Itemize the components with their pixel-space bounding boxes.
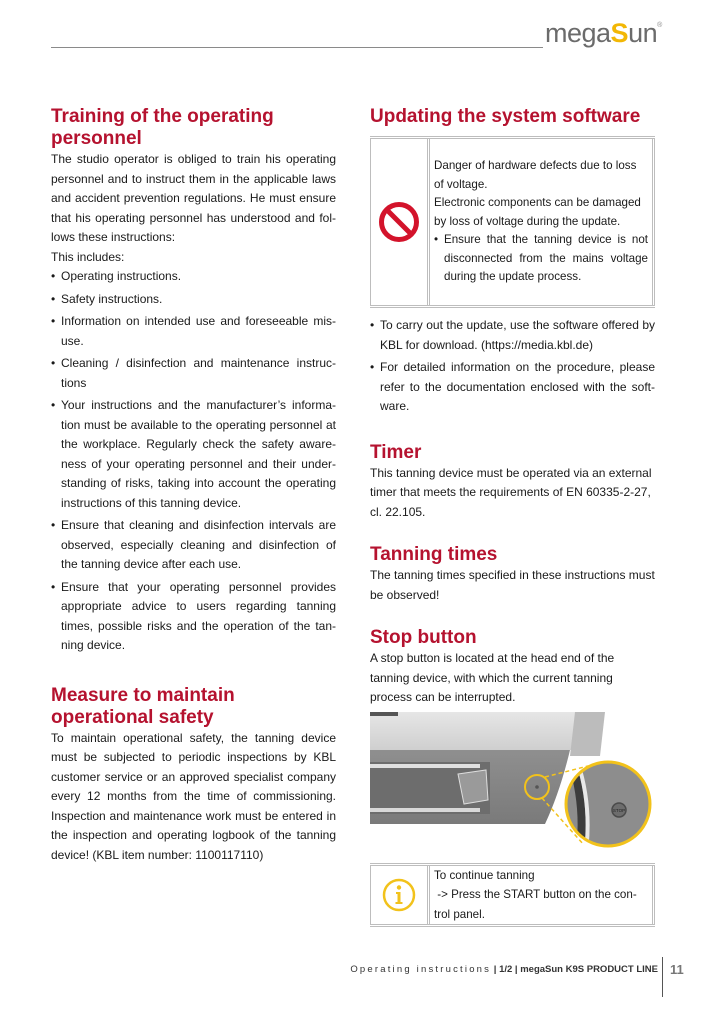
info-icon xyxy=(382,878,416,912)
megasun-logo xyxy=(545,18,662,49)
left-column xyxy=(51,106,336,865)
safety-heading: Measure to maintain operational safety xyxy=(51,684,235,728)
footer-separator: | xyxy=(491,964,500,975)
info-box xyxy=(370,863,655,928)
update-list xyxy=(370,316,655,417)
info-line-2: -> Press the START button on the con-trol panel. xyxy=(434,888,637,921)
warning-line-1: Danger of hardware defects due to loss of voltage. xyxy=(434,159,637,191)
info-icon-cell xyxy=(370,866,430,925)
training-list xyxy=(51,267,336,656)
list-item: • Your instructions and the manufacturer’s informa-tion must be available to the operating personnel at the workplace. Regularly check the safety aware-ness of your operating personnel and their under-standing of risks, taking into account the operating instructions of this tanning device. xyxy=(51,396,336,513)
right-column xyxy=(370,106,655,927)
safety-body: To maintain operational safety, the tanning device must be subjected to periodic inspections by KBL customer service or an approved specialist company every 12 months from the time of commissioning. Inspection and maintenance work must be entered in the inspection and operating logbook of the tanning device! (KBL item number: 1100117110) xyxy=(51,730,336,862)
list-item: • Cleaning / disinfection and maintenance instruc-tions xyxy=(51,354,336,393)
list-item: • Operating instructions. xyxy=(51,267,336,287)
warning-bullet: • Ensure that the tanning device is not disconnected from the mains voltage during the update process. xyxy=(434,231,648,287)
info-text xyxy=(430,866,655,925)
registered-mark: ® xyxy=(657,22,662,29)
footer-separator: | xyxy=(512,964,521,975)
timer-body: This tanning device must be operated via an external timer that meets the requirements of EN 60335-2-27, cl. 22.105. xyxy=(370,465,652,519)
training-intro: The studio operator is obliged to train his operating personnel and to instruct them in the applicable laws and accident prevention regulations. He must ensure that his operating personnel has understood and fol-lows these instructions: xyxy=(51,152,336,244)
warning-box xyxy=(370,136,655,308)
list-item: • Information on intended use and foreseeable mis-use. xyxy=(51,312,336,351)
stop-button-body: A stop button is located at the head end of the tanning device, with which the current tanning process can be interrupted. xyxy=(370,651,615,704)
training-heading: Training of the operating personnel xyxy=(51,106,274,149)
list-item: • For detailed information on the procedure, please refer to the documentation enclosed with the soft-ware. xyxy=(370,358,655,417)
footer-rule xyxy=(662,957,663,997)
training-section xyxy=(51,106,336,656)
logo-text-suffix: un xyxy=(628,18,658,48)
tanning-times-body: The tanning times specified in these instructions must be observed! xyxy=(370,568,655,602)
list-item: • Ensure that cleaning and disinfection intervals are observed, especially cleaning and disinfection of the tanning device after each use. xyxy=(51,516,336,575)
warning-icon-cell xyxy=(370,139,430,305)
prohibition-icon xyxy=(378,201,420,243)
header-rule xyxy=(51,47,543,48)
stop-button-heading: Stop button xyxy=(370,627,477,648)
list-item: • Safety instructions. xyxy=(51,290,336,310)
update-heading: Updating the system software xyxy=(370,106,641,127)
list-item: • To carry out the update, use the software offered by KBL for download. (https://media.kbl.de) xyxy=(370,316,655,355)
footer-doc-title: Operating instructions xyxy=(350,964,492,975)
footer-product-line: megaSun K9S PRODUCT LINE xyxy=(520,964,658,975)
timer-section xyxy=(370,442,655,523)
logo-text-prefix: mega xyxy=(545,18,611,48)
warning-line-2: Electronic components can be damaged by loss of voltage during the update. xyxy=(434,196,641,228)
page-number: 11 xyxy=(670,962,684,977)
footer xyxy=(350,964,658,975)
safety-section xyxy=(51,685,336,866)
list-item: • Ensure that your operating personnel provides appropriate advice to users regarding tanning times, possible risks and the operation of the tan-ning device. xyxy=(51,578,336,656)
training-includes: This includes: xyxy=(51,249,125,264)
update-section xyxy=(370,106,655,417)
timer-heading: Timer xyxy=(370,441,422,463)
warning-text xyxy=(430,139,655,305)
stop-button-illustration xyxy=(370,712,655,855)
tanning-times-heading: Tanning times xyxy=(370,544,498,565)
stop-button-section xyxy=(370,627,655,855)
info-line-1: To continue tanning xyxy=(434,868,535,882)
footer-volume: 1/2 xyxy=(499,964,513,975)
logo-sun-letter: S xyxy=(610,18,629,48)
tanning-times-section xyxy=(370,544,655,605)
stop-label: STOP xyxy=(612,807,626,813)
